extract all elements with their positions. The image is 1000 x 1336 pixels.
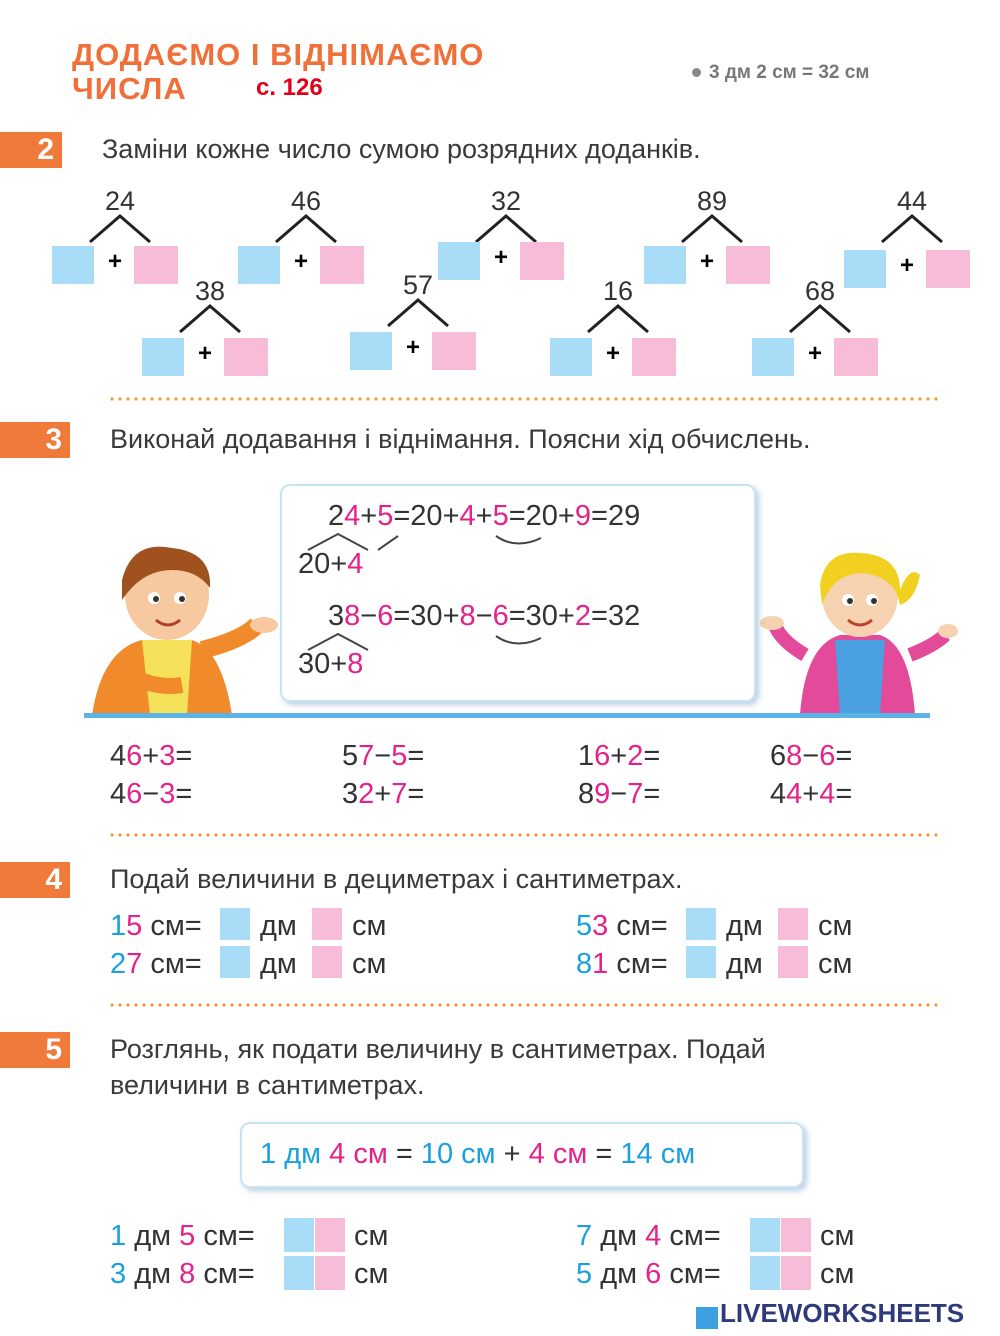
task3-instruction: Виконай додавання і віднімання. Поясни хід обчислень. xyxy=(110,424,811,454)
plus-sign: + xyxy=(606,340,621,367)
tens-answer-box[interactable] xyxy=(844,250,886,288)
tree-branches xyxy=(580,304,660,334)
plus-sign: + xyxy=(294,248,309,275)
example1-expression: 24+5=20+4+5=20+9=29 xyxy=(328,500,641,532)
tens-answer-box[interactable] xyxy=(350,332,392,370)
units-answer-box[interactable] xyxy=(432,332,476,370)
length-conversion: 81 см= xyxy=(576,948,668,980)
dm-unit: дм xyxy=(260,910,297,942)
decimeter-answer-box[interactable] xyxy=(220,908,250,940)
decimeter-answer-box[interactable] xyxy=(686,908,716,940)
length-conversion: 27 см= xyxy=(110,948,202,980)
task-number-badge: 5 xyxy=(0,1032,70,1068)
length-conversion: 3 дм 8 см= xyxy=(110,1258,255,1290)
cm-unit: см xyxy=(354,1258,389,1290)
tens-answer-box[interactable] xyxy=(644,246,686,284)
tree-number: 46 xyxy=(290,186,322,216)
units-answer-box[interactable] xyxy=(134,246,178,284)
example1-decomposition: 20+4 xyxy=(298,548,364,580)
plus-sign: + xyxy=(808,340,823,367)
exercise-expression[interactable]: 46+3= xyxy=(110,740,193,772)
decimeter-answer-box[interactable] xyxy=(686,946,716,978)
length-conversion: 7 дм 4 см= xyxy=(576,1220,721,1252)
task5-instruction-line1: Розглянь, як подати величину в сантиметрах. Подай xyxy=(110,1034,766,1064)
plus-sign: + xyxy=(406,334,421,361)
logo-icon xyxy=(696,1307,718,1329)
plus-sign: + xyxy=(108,248,123,275)
tree-branches xyxy=(874,214,954,244)
tree-number: 57 xyxy=(402,270,434,300)
units-answer-box[interactable] xyxy=(632,338,676,376)
exercise-expression[interactable]: 32+7= xyxy=(342,778,425,810)
tens-answer-box[interactable] xyxy=(752,338,794,376)
dm-unit: дм xyxy=(260,948,297,980)
tree-number: 68 xyxy=(804,276,836,306)
task-number-badge: 3 xyxy=(0,422,70,458)
tree-branches xyxy=(172,304,252,334)
tens-answer-box[interactable] xyxy=(52,246,94,284)
page-title: ДОДАЄМО І ВІДНІМАЄМО xyxy=(72,37,485,72)
units-answer-box[interactable] xyxy=(926,250,970,288)
cm-unit: см xyxy=(818,948,853,980)
task5-example: 1 дм 4 см = 10 см + 4 см = 14 см xyxy=(260,1138,696,1170)
task4-instruction: Подай величини в дециметрах і сантиметрах. xyxy=(110,864,683,894)
tree-number: 32 xyxy=(490,186,522,216)
exercise-expression[interactable]: 89−7= xyxy=(578,778,661,810)
bullet-icon xyxy=(692,68,701,77)
length-conversion: 1 дм 5 см= xyxy=(110,1220,255,1252)
tens-answer-box[interactable] xyxy=(750,1218,780,1252)
units-answer-box[interactable] xyxy=(834,338,878,376)
length-conversion: 15 см= xyxy=(110,910,202,942)
decimeter-answer-box[interactable] xyxy=(220,946,250,978)
tree-branches xyxy=(468,214,548,244)
example2-decomposition: 30+8 xyxy=(298,648,364,680)
exercise-expression[interactable]: 44+4= xyxy=(770,778,853,810)
tens-answer-box[interactable] xyxy=(238,246,280,284)
tens-answer-box[interactable] xyxy=(284,1256,314,1290)
tens-answer-box[interactable] xyxy=(550,338,592,376)
centimeter-answer-box[interactable] xyxy=(778,946,808,978)
dm-unit: дм xyxy=(726,948,763,980)
cm-unit: см xyxy=(820,1258,855,1290)
tree-number: 44 xyxy=(896,186,928,216)
tree-number: 24 xyxy=(104,186,136,216)
length-conversion: 5 дм 6 см= xyxy=(576,1258,721,1290)
tree-branches xyxy=(674,214,754,244)
units-answer-box[interactable] xyxy=(520,242,564,280)
exercise-expression[interactable]: 16+2= xyxy=(578,740,661,772)
task-number-badge: 4 xyxy=(0,862,70,898)
task5-instruction-line2: величини в сантиметрах. xyxy=(110,1070,425,1100)
tree-branches xyxy=(782,304,862,334)
plus-sign: + xyxy=(198,340,213,367)
exercise-expression[interactable]: 68−6= xyxy=(770,740,853,772)
cm-unit: см xyxy=(352,910,387,942)
header-hint: 3 дм 2 см = 32 см xyxy=(692,62,869,84)
cm-unit: см xyxy=(820,1220,855,1252)
tree-branches xyxy=(380,298,460,328)
page-title-line2: ЧИСЛА xyxy=(72,71,187,106)
liveworksheets-logo: LIVEWORKSHEETS xyxy=(696,1298,964,1329)
units-answer-box[interactable] xyxy=(224,338,268,376)
plus-sign: + xyxy=(494,244,509,271)
cm-unit: см xyxy=(354,1220,389,1252)
units-answer-box[interactable] xyxy=(315,1256,345,1290)
cm-unit: см xyxy=(818,910,853,942)
tree-number: 38 xyxy=(194,276,226,306)
example2-expression: 38−6=30+8−6=30+2=32 xyxy=(328,600,641,632)
exercise-expression[interactable]: 46−3= xyxy=(110,778,193,810)
floor-line xyxy=(84,713,930,718)
tens-answer-box[interactable] xyxy=(284,1218,314,1252)
units-answer-box[interactable] xyxy=(320,246,364,284)
plus-sign: + xyxy=(900,252,915,279)
units-answer-box[interactable] xyxy=(726,246,770,284)
plus-sign: + xyxy=(700,248,715,275)
centimeter-answer-box[interactable] xyxy=(312,946,342,978)
boy-illustration xyxy=(82,540,282,720)
task2-instruction: Заміни кожне число сумою розрядних доданків. xyxy=(102,134,701,164)
task-number-badge: 2 xyxy=(0,132,62,168)
exercise-expression[interactable]: 57−5= xyxy=(342,740,425,772)
page-reference: с. 126 xyxy=(256,74,323,101)
length-conversion: 53 см= xyxy=(576,910,668,942)
tree-number: 89 xyxy=(696,186,728,216)
dotted-divider xyxy=(108,1003,938,1007)
centimeter-answer-box[interactable] xyxy=(312,908,342,940)
units-answer-box[interactable] xyxy=(315,1218,345,1252)
tree-branches xyxy=(82,214,162,244)
centimeter-answer-box[interactable] xyxy=(778,908,808,940)
girl-illustration xyxy=(760,545,960,720)
tens-answer-box[interactable] xyxy=(750,1256,780,1290)
tree-branches xyxy=(268,214,348,244)
units-answer-box[interactable] xyxy=(781,1256,811,1290)
tens-answer-box[interactable] xyxy=(142,338,184,376)
units-answer-box[interactable] xyxy=(781,1218,811,1252)
dm-unit: дм xyxy=(726,910,763,942)
cm-unit: см xyxy=(352,948,387,980)
dotted-divider xyxy=(108,833,938,837)
tree-number: 16 xyxy=(602,276,634,306)
dotted-divider xyxy=(108,397,938,401)
